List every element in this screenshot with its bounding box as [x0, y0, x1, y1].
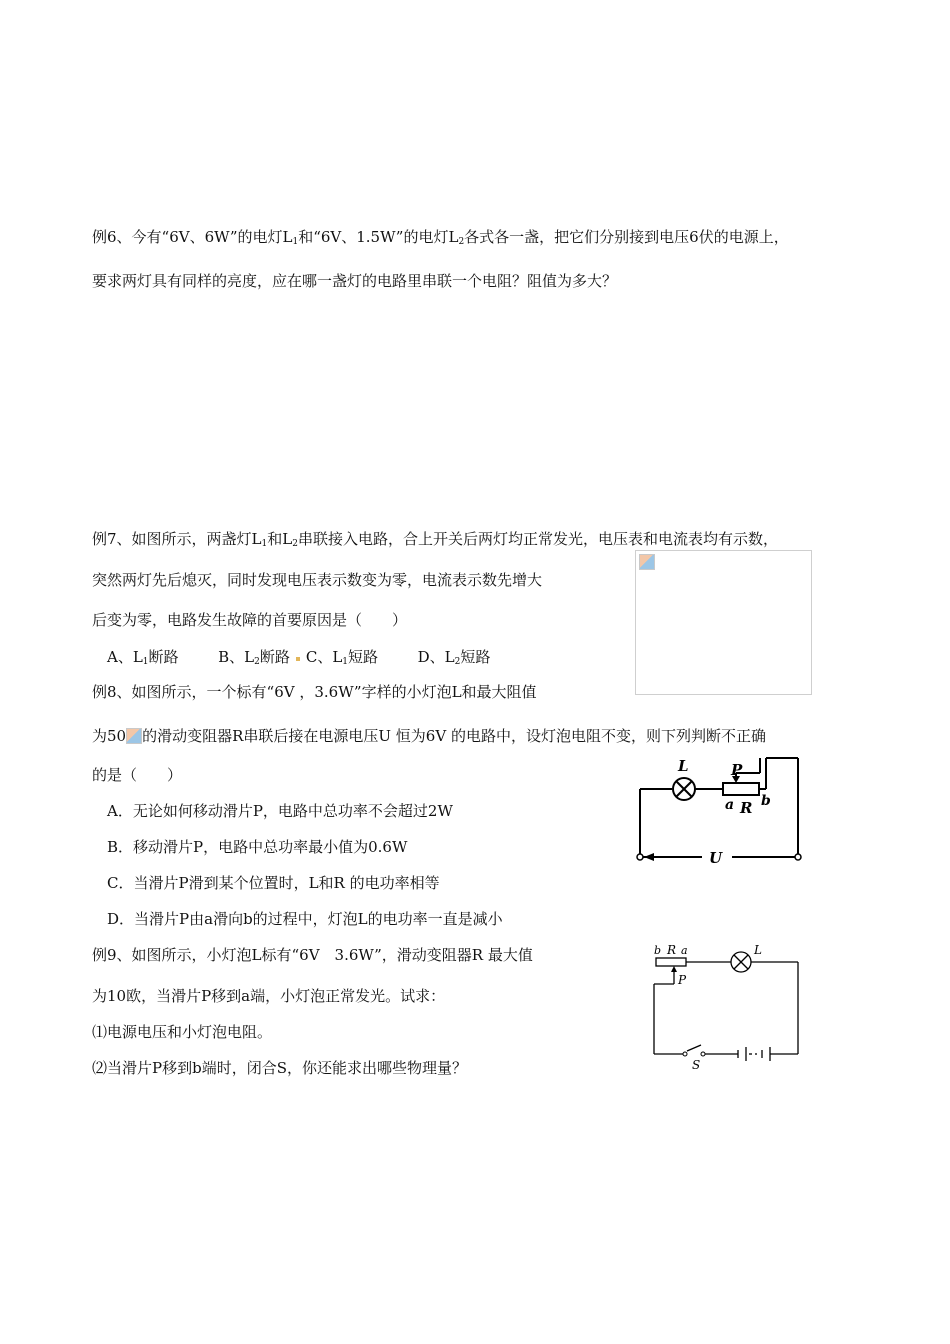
- ex6-sub-2: 2: [458, 237, 465, 247]
- ex8-fig-label-b: b: [761, 793, 771, 809]
- ex7-sub-2: 2: [292, 539, 298, 549]
- ex8-option-a: A．无论如何移动滑片P，电路中总功率不会超过2W: [107, 802, 453, 820]
- ex8-fig-label-P: P: [731, 761, 743, 779]
- ex7-options: [107, 648, 490, 671]
- ex9-question-2: ⑵当滑片P移到b端时，闭合S，你还能求出哪些物理量？: [92, 1059, 467, 1077]
- ex9-fig-label-b: b: [654, 944, 662, 957]
- ex9-fig-label-L: L: [754, 943, 762, 957]
- ex6-text-a: 例6、今有“6V、6W”的电灯L: [92, 228, 293, 246]
- ex9-fig-label-a: a: [681, 944, 688, 957]
- ex9-line2: 为10欧，当滑片P移到a端，小灯泡正常发光。试求：: [92, 987, 446, 1005]
- ex9-question-1: ⑴电源电压和小灯泡电阻。: [92, 1023, 273, 1041]
- ex6-line1: [92, 228, 789, 251]
- ex7-text-b: 和L: [267, 530, 293, 548]
- ex8-fig-label-a: a: [725, 797, 735, 813]
- ex8-option-d: D．当滑片P由a滑向b的过程中，灯泡L的电功率一直是减小: [107, 910, 503, 928]
- ex7-option-b: B、$L_2$断路: [218, 648, 290, 667]
- ex6-sub-1: 1: [292, 237, 299, 247]
- broken-image-icon: [639, 554, 655, 570]
- ex7-line3: 后变为零，电路发生故障的首要原因是（ ）: [92, 611, 408, 629]
- stray-mark: [296, 657, 300, 661]
- ex8-line1: 例8、如图所示，一个标有“6V ，3.6W”字样的小灯泡L和最大阻值: [92, 683, 537, 701]
- ex9-fig-label-S: S: [692, 1058, 701, 1071]
- ex8-text-a: 为50: [92, 727, 127, 745]
- broken-image-icon: [126, 728, 142, 744]
- ex8-fig-label-U: U: [709, 849, 723, 867]
- ex9-line1: 例9、如图所示，小灯泡L标有“6V 3.6W”，滑动变阻器R 最大值: [92, 946, 533, 964]
- ex7-option-d: D、$L_2$短路: [417, 648, 491, 667]
- ex6-text-c: 各式各一盏，把它们分别接到电压6伏的电源上，: [464, 228, 789, 246]
- ex9-circuit-diagram: [648, 943, 808, 1071]
- ex8-line3: 的是（ ）: [92, 766, 183, 784]
- ex7-option-a: A、$L_1$断路: [107, 648, 179, 667]
- ex8-option-b: B．移动滑片P，电路中总功率最小值为0.6W: [107, 838, 408, 856]
- ex7-text-a: 例7、如图所示，两盏灯L: [92, 530, 262, 548]
- ex8-circuit-diagram: [632, 753, 807, 871]
- ex8-fig-label-R: R: [740, 799, 753, 817]
- ex9-fig-label-R: R: [667, 943, 677, 957]
- ex7-sub-1: 1: [261, 539, 268, 549]
- ex9-fig-label-P: P: [678, 973, 687, 987]
- ex8-fig-label-L: L: [678, 757, 689, 775]
- ex7-text-c: 串联接入电路，合上开关后两灯均正常发光，电压表和电流表均有示数，: [297, 530, 778, 548]
- ex7-option-c: C、$L_1$短路: [305, 648, 379, 667]
- ex7-figure-placeholder: [635, 550, 812, 695]
- ex7-line2: 突然两灯先后熄灭，同时发现电压表示数变为零，电流表示数先增大: [92, 571, 543, 589]
- ex6-text-b: 和“6V、1.5W”的电灯L: [298, 228, 459, 246]
- ex6-line2: 要求两灯具有同样的亮度，应在哪一盏灯的电路里串联一个电阻？阻值为多大？: [92, 272, 618, 290]
- ex8-option-c: C．当滑片P滑到某个位置时，L和R 的电功率相等: [107, 874, 440, 892]
- ex8-text-b: 的滑动变阻器R串联后接在电源电压U 恒为6V 的电路中，设灯泡电阻不变，则下列判断不正确: [142, 727, 766, 745]
- ex8-line2: [92, 727, 766, 745]
